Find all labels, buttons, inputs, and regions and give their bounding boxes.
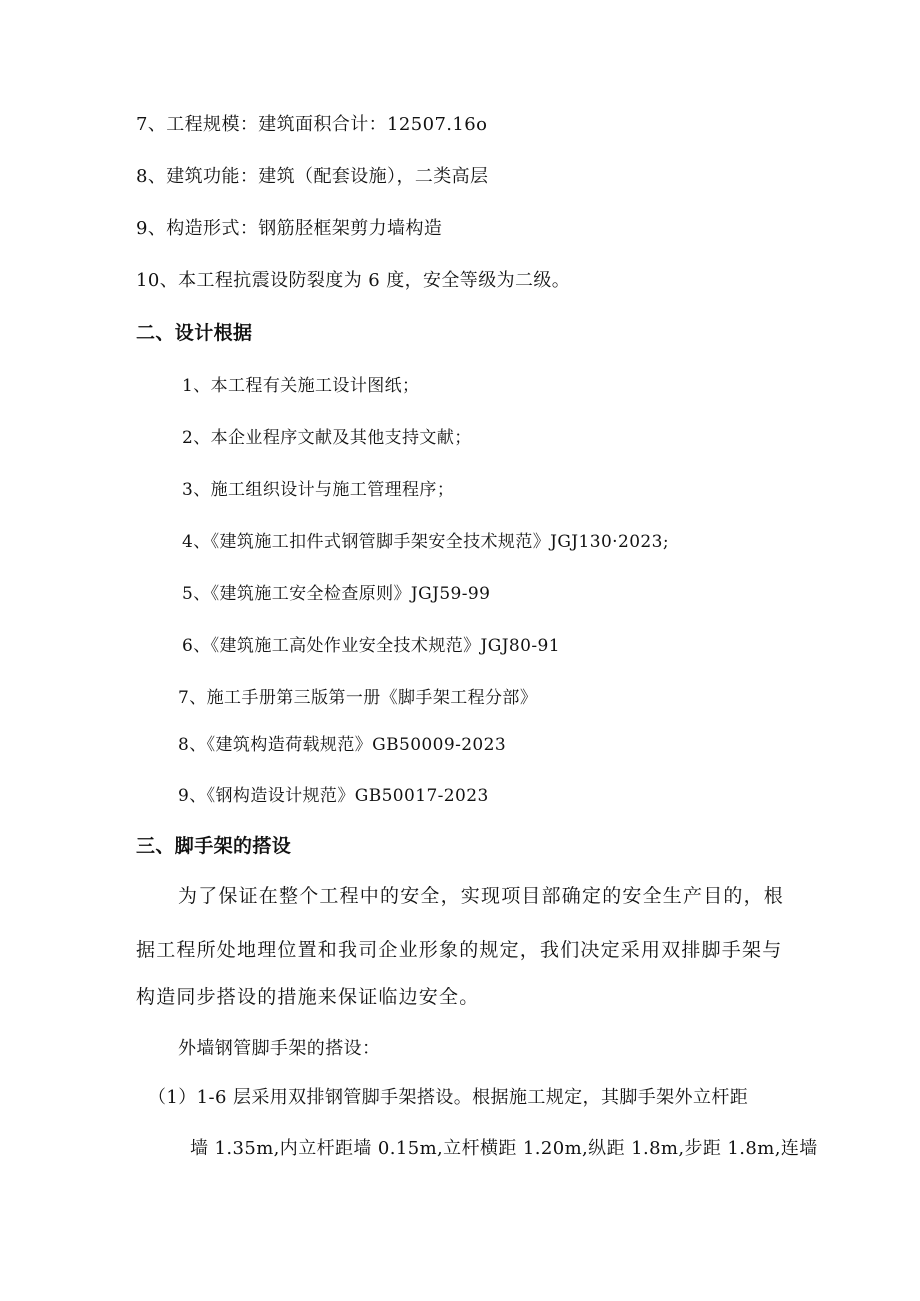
building-function-line: 8、建筑功能：建筑（配套设施），二类高层 <box>136 166 489 187</box>
section-heading-design-basis: 二、设计根据 <box>136 322 253 344</box>
design-basis-item: 8、《建筑构造荷载规范》GB50009-2023 <box>178 735 507 755</box>
design-basis-item: 7、施工手册第三版第一册《脚手架工程分部》 <box>178 688 538 708</box>
paragraph-line: 构造同步搭设的措施来保证临边安全。 <box>136 986 480 1008</box>
paragraph-line: 据工程所处地理位置和我司企业形象的规定，我们决定采用双排脚手架与 <box>136 939 783 961</box>
design-basis-item: 2、本企业程序文献及其他支持文献； <box>182 428 472 448</box>
seismic-level-line: 10、本工程抗震设防裂度为 6 度，安全等级为二级。 <box>136 270 571 291</box>
design-basis-item: 4、《建筑施工扣件式钢管脚手架安全技术规范》JGJ130·2023; <box>182 532 669 552</box>
design-basis-item: 6、《建筑施工高处作业安全技术规范》JGJ80-91 <box>182 636 560 656</box>
design-basis-item: 5、《建筑施工安全检查原则》JGJ59-99 <box>182 584 491 604</box>
external-wall-scaffold-subheading: 外墙钢管脚手架的搭设： <box>178 1038 381 1059</box>
scaffold-item-line: （1）1-6 层采用双排钢管脚手架搭设。根据施工规定，其脚手架外立杆距 <box>148 1087 749 1108</box>
design-basis-item: 9、《钢构造设计规范》GB50017-2023 <box>178 786 489 806</box>
design-basis-item: 1、本工程有关施工设计图纸； <box>182 376 420 396</box>
structure-form-line: 9、构造形式：钢筋胫框架剪力墙构造 <box>136 218 443 239</box>
paragraph-line: 为了保证在整个工程中的安全，实现项目部确定的安全生产目的，根 <box>178 885 785 907</box>
scaffold-item-line: 墙 1.35m,内立杆距墙 0.15m,立杆横距 1.20m,纵距 1.8m,步距 1.8m,连墙 <box>190 1138 818 1159</box>
project-scale-line: 7、工程规模：建筑面积合计：12507.16o <box>136 114 488 135</box>
section-heading-scaffold-erection: 三、脚手架的搭设 <box>136 835 292 857</box>
design-basis-item: 3、施工组织设计与施工管理程序； <box>182 480 455 500</box>
